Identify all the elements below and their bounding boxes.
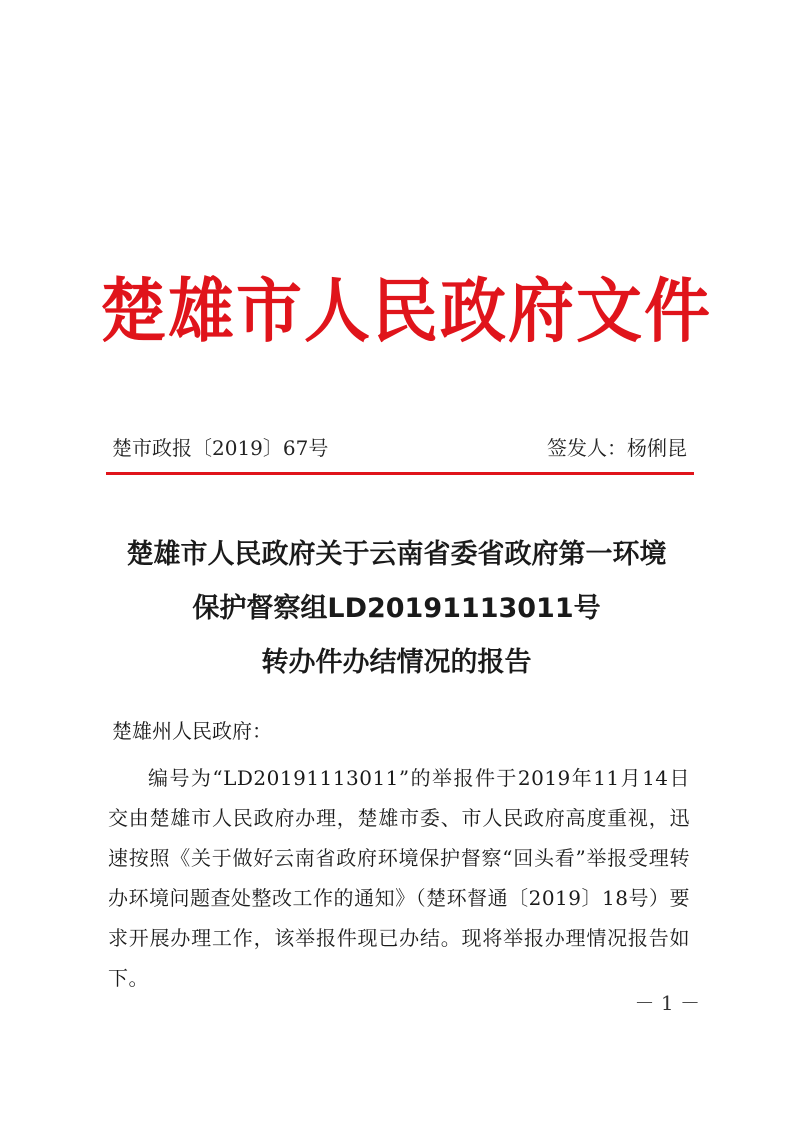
page-number: － 1 －	[634, 991, 700, 1015]
report-title	[90, 528, 703, 690]
title-line-2: 保护督察组LD20191113011号	[192, 593, 601, 624]
red-divider-rule	[106, 472, 694, 475]
title-line-3: 转办件办结情况的报告	[261, 647, 532, 678]
document-info-line	[112, 433, 687, 463]
document-number: 楚市政报〔2019〕67号	[112, 436, 329, 460]
title-line-1: 楚雄市人民政府关于云南省委省政府第一环境	[126, 539, 667, 570]
masthead-title: 楚雄市人民政府文件	[100, 271, 712, 352]
body-paragraph: 编号为“LD20191113011”的举报件于2019年11月14日交由楚雄市人民政府办理，楚雄市委、市人民政府高度重视，迅速按照《关于做好云南省政府环境保护督察“回头看”举报受理转办环境问题查处整改工作的通知》（楚环督通〔2019〕18号）要求开展办理工作，该举报件现已办结。现将举报办理情况报告如下。	[108, 766, 690, 990]
salutation: 楚雄州人民政府：	[112, 719, 272, 743]
signer: 签发人：杨俐昆	[547, 436, 687, 460]
